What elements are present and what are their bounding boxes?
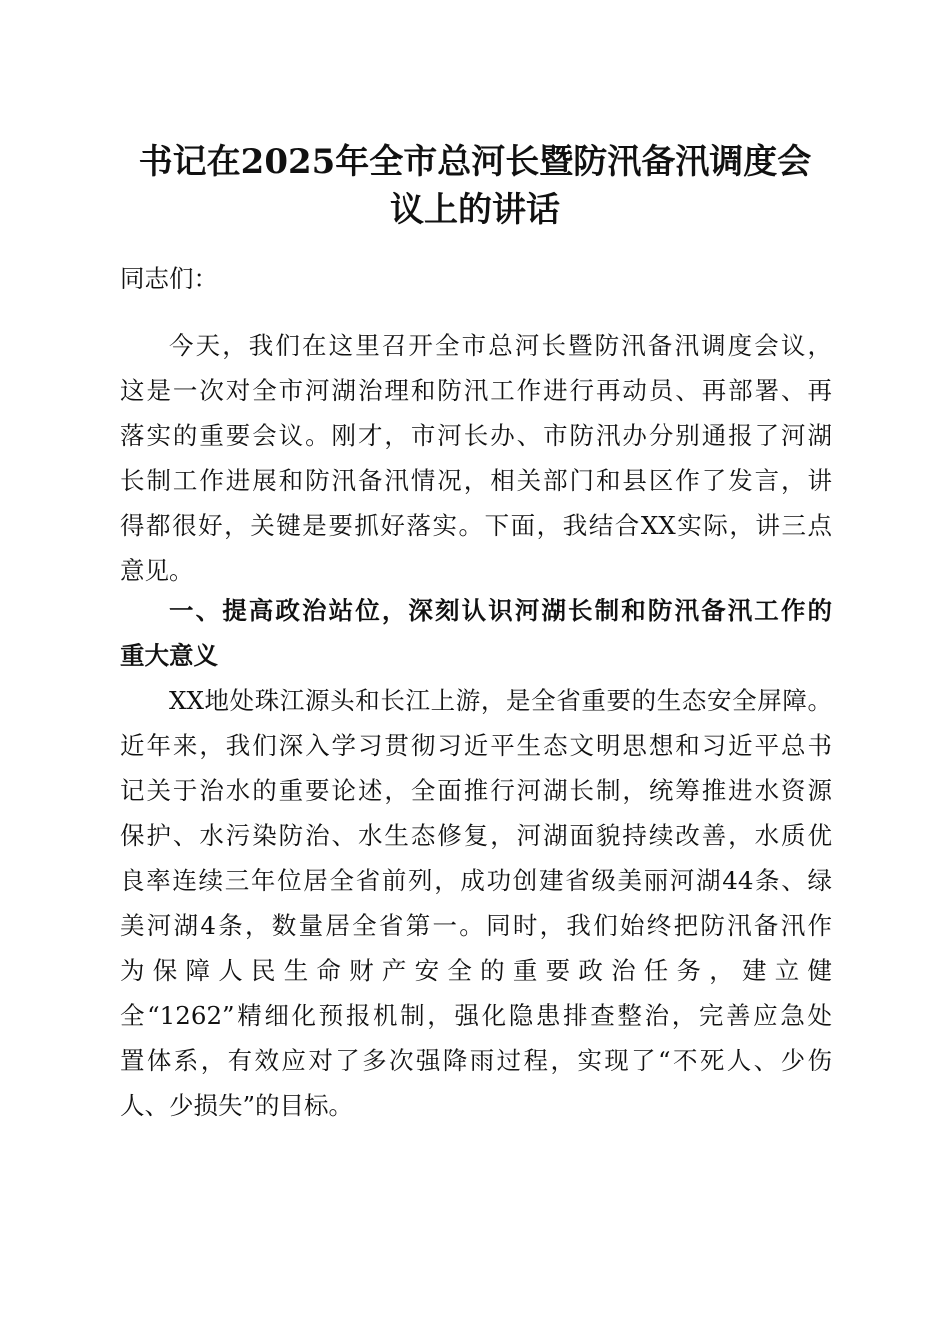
greeting-text: 同志们： [120,264,218,293]
text-line: 得都很好，关键是要抓好落实。下面，我结合XX实际，讲三点 [120,511,832,540]
text-line: 落实的重要会议。刚才，市河长办、市防汛办分别通报了河湖 [120,421,832,450]
section-heading-1 [120,588,832,678]
text-line: 置体系，有效应对了多次强降雨过程，实现了“不死人、少伤 [120,1046,832,1075]
text-line: 今天，我们在这里召开全市总河长暨防汛备汛调度会议， [169,331,832,360]
text-line: 人、少损失”的目标。 [120,1091,354,1120]
text-line: 保护、水污染防治、水生态修复，河湖面貌持续改善，水质优 [120,821,832,850]
paragraph-intro [120,323,832,593]
text-line: 全“1262”精细化预报机制，强化隐患排查整治，完善应急处 [120,1001,832,1030]
text-line: 长制工作进展和防汛备汛情况，相关部门和县区作了发言，讲 [120,466,832,495]
paragraph-section-1 [120,678,832,1128]
text-line: 美河湖4条，数量居全省第一。同时，我们始终把防汛备汛作 [120,911,832,940]
heading-line: 重大意义 [120,641,218,670]
text-line: 记关于治水的重要论述，全面推行河湖长制，统筹推进水资源 [120,776,832,805]
title-line: 议上的讲话 [390,190,560,230]
title-line: 书记在2025年全市总河长暨防汛备汛调度会 [138,142,812,182]
text-line: 良率连续三年位居全省前列，成功创建省级美丽河湖44条、绿 [120,866,832,895]
text-line: 为保障人民生命财产安全的重要政治任务，建立健 [120,956,832,985]
text-line: 这是一次对全市河湖治理和防汛工作进行再动员、再部署、再 [120,376,832,405]
text-line: 意见。 [120,556,194,585]
greeting [120,256,832,301]
text-line: XX地处珠江源头和长江上游，是全省重要的生态安全屏障。 [169,686,832,715]
text-line: 近年来，我们深入学习贯彻习近平生态文明思想和习近平总书 [120,731,832,760]
document-title [100,138,850,234]
heading-line: 一、提高政治站位，深刻认识河湖长制和防汛备汛工作的 [169,596,832,625]
